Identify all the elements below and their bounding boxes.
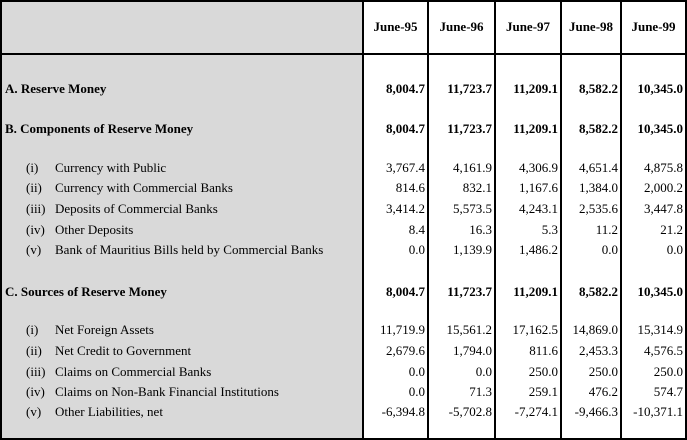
row-roman-numeral: (ii) xyxy=(26,180,42,195)
row-label-text: Net Foreign Assets xyxy=(55,322,154,337)
cell-value: 8.4 xyxy=(408,222,425,237)
cell-value: 0.0 xyxy=(408,384,425,399)
row-label xyxy=(26,343,191,359)
cell-value: 15,314.9 xyxy=(637,322,683,337)
cell-value: 5,573.5 xyxy=(453,201,492,216)
cell-value: 1,139.9 xyxy=(453,242,492,257)
table-row xyxy=(2,201,685,219)
row-roman-numeral: (iii) xyxy=(26,201,46,216)
row-label-text: Other Liabilities, net xyxy=(55,404,163,419)
row-label-text: Claims on Non-Bank Financial Institutions xyxy=(55,384,279,399)
cell-value: 8,004.7 xyxy=(386,121,425,136)
cell-value: 21.2 xyxy=(660,222,683,237)
cell-value: 574.7 xyxy=(653,384,683,399)
cell-value: 0.0 xyxy=(475,364,492,379)
table-row xyxy=(2,180,685,198)
table-row xyxy=(2,284,685,302)
cell-value: 8,582.2 xyxy=(579,284,618,299)
cell-value: 8,582.2 xyxy=(579,81,618,96)
cell-value: 2,453.3 xyxy=(579,343,618,358)
cell-value: 814.6 xyxy=(395,180,425,195)
cell-value: 11.2 xyxy=(595,222,618,237)
column-header: June-99 xyxy=(631,19,676,34)
cell-value: 1,794.0 xyxy=(453,343,492,358)
cell-value: 4,651.4 xyxy=(579,160,618,175)
cell-value: -9,466.3 xyxy=(574,404,618,419)
row-label xyxy=(26,384,279,400)
table-row xyxy=(2,242,685,260)
cell-value: 11,209.1 xyxy=(513,121,558,136)
header-divider xyxy=(2,53,685,55)
row-roman-numeral: (i) xyxy=(26,322,39,337)
cell-value: 250.0 xyxy=(653,364,683,379)
cell-value: 10,345.0 xyxy=(637,121,683,136)
cell-value: 1,167.6 xyxy=(519,180,558,195)
row-label xyxy=(26,322,154,338)
cell-value: 0.0 xyxy=(408,242,425,257)
cell-value: 811.6 xyxy=(529,343,558,358)
table-row xyxy=(2,343,685,361)
cell-value: 11,723.7 xyxy=(447,284,492,299)
cell-value: 8,004.7 xyxy=(386,284,425,299)
table-row xyxy=(2,384,685,402)
table-row xyxy=(2,322,685,340)
cell-value: 16.3 xyxy=(469,222,492,237)
cell-value: 250.0 xyxy=(528,364,558,379)
cell-value: 11,723.7 xyxy=(447,81,492,96)
row-label: A. Reserve Money xyxy=(5,81,107,96)
table-row xyxy=(2,364,685,382)
row-label-text: Other Deposits xyxy=(55,222,134,237)
column-header: June-98 xyxy=(568,19,614,34)
row-label xyxy=(26,364,211,380)
cell-value: 8,582.2 xyxy=(579,121,618,136)
cell-value: -5,702.8 xyxy=(448,404,492,419)
column-header: June-97 xyxy=(505,19,551,34)
cell-value: 0.0 xyxy=(666,242,683,257)
row-label-text: Claims on Commercial Banks xyxy=(55,364,212,379)
cell-value: 259.1 xyxy=(528,384,558,399)
row-roman-numeral: (v) xyxy=(26,404,42,419)
row-label xyxy=(26,160,166,176)
row-roman-numeral: (iii) xyxy=(26,364,46,379)
cell-value: -10,371.1 xyxy=(633,404,683,419)
cell-value: 11,209.1 xyxy=(513,284,558,299)
cell-value: 476.2 xyxy=(588,384,618,399)
row-label-text: Bank of Mauritius Bills held by Commercial Banks xyxy=(55,242,324,257)
table-row xyxy=(2,121,685,139)
cell-value: 4,875.8 xyxy=(644,160,683,175)
table-row xyxy=(2,160,685,178)
cell-value: 250.0 xyxy=(588,364,618,379)
cell-value: 0.0 xyxy=(408,364,425,379)
cell-value: 11,719.9 xyxy=(379,322,425,337)
row-roman-numeral: (ii) xyxy=(26,343,42,358)
cell-value: 3,447.8 xyxy=(644,201,683,216)
row-roman-numeral: (i) xyxy=(26,160,39,175)
table-row xyxy=(2,404,685,422)
cell-value: 3,767.4 xyxy=(386,160,425,175)
cell-value: 1,486.2 xyxy=(519,242,558,257)
row-roman-numeral: (iv) xyxy=(26,384,45,399)
cell-value: 1,384.0 xyxy=(579,180,618,195)
cell-value: 14,869.0 xyxy=(572,322,618,337)
cell-value: 4,576.5 xyxy=(644,343,683,358)
cell-value: -7,274.1 xyxy=(514,404,558,419)
row-label: C. Sources of Reserve Money xyxy=(5,284,167,299)
cell-value: 10,345.0 xyxy=(637,81,683,96)
cell-value: 10,345.0 xyxy=(637,284,683,299)
cell-value: 3,414.2 xyxy=(386,201,425,216)
row-label xyxy=(26,242,323,258)
cell-value: 2,000.2 xyxy=(644,180,683,195)
cell-value: 0.0 xyxy=(601,242,618,257)
cell-value: 4,306.9 xyxy=(519,160,558,175)
cell-value: 5.3 xyxy=(541,222,558,237)
row-label-text: Currency with Public xyxy=(55,160,167,175)
cell-value: 4,161.9 xyxy=(453,160,492,175)
cell-value: 2,535.6 xyxy=(579,201,618,216)
row-label xyxy=(26,180,233,196)
column-header: June-96 xyxy=(439,19,484,34)
row-roman-numeral: (v) xyxy=(26,242,42,257)
row-label-text: Currency with Commercial Banks xyxy=(55,180,233,195)
column-header: June-95 xyxy=(373,19,418,34)
row-label xyxy=(26,404,163,420)
cell-value: 71.3 xyxy=(469,384,492,399)
cell-value: 8,004.7 xyxy=(386,81,425,96)
row-roman-numeral: (iv) xyxy=(26,222,45,237)
row-label xyxy=(26,201,218,217)
cell-value: 15,561.2 xyxy=(446,322,492,337)
cell-value: 2,679.6 xyxy=(386,343,425,358)
cell-value: 11,723.7 xyxy=(447,121,492,136)
row-label-text: Net Credit to Government xyxy=(55,343,192,358)
cell-value: 832.1 xyxy=(462,180,492,195)
row-label: B. Components of Reserve Money xyxy=(5,121,194,136)
cell-value: 11,209.1 xyxy=(513,81,558,96)
cell-value: 17,162.5 xyxy=(512,322,558,337)
cell-value: -6,394.8 xyxy=(381,404,425,419)
table-row xyxy=(2,81,685,99)
row-label xyxy=(26,222,133,238)
table-row xyxy=(2,222,685,240)
cell-value: 4,243.1 xyxy=(519,201,558,216)
row-label-text: Deposits of Commercial Banks xyxy=(55,201,218,216)
